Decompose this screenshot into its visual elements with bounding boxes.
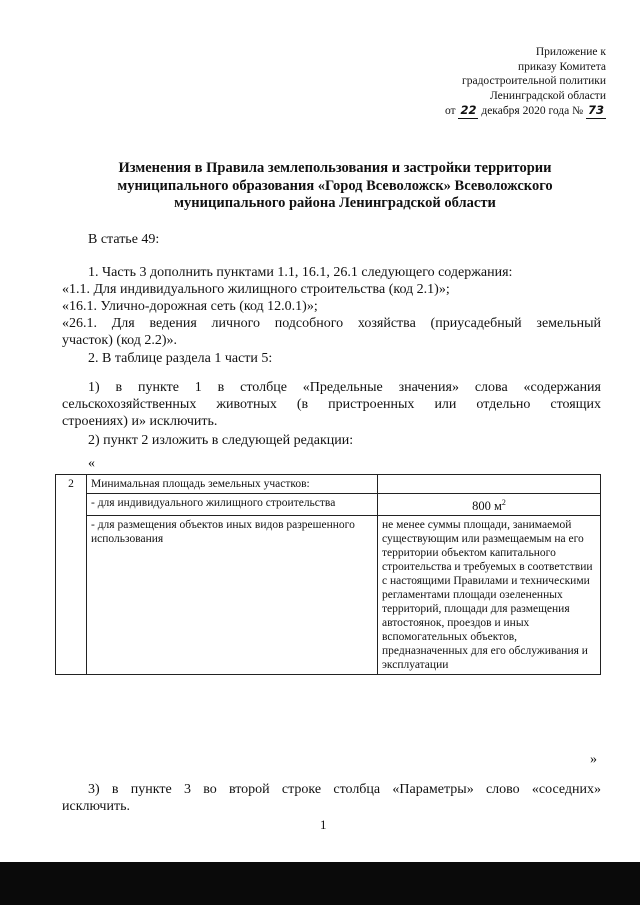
header-line: Ленинградской области (489, 89, 606, 102)
date-middle: декабря 2020 года № (481, 105, 584, 117)
item-2-2: 2) пункт 2 изложить в следующей редакции: (88, 433, 354, 448)
table-cell: - для индивидуального жилищного строительства (87, 494, 378, 516)
closing-quote: » (590, 752, 597, 767)
amendment-table (55, 474, 601, 675)
area-value: 800 м (472, 499, 502, 514)
item-2-1-line3: строениях) и» исключить. (62, 414, 218, 429)
item-1-2: «16.1. Улично-дорожная сеть (код 12.0.1)»; (62, 299, 318, 314)
row-number-cell: 2 (56, 475, 87, 675)
table-cell-value (378, 494, 601, 516)
table-cell: - для размещения объектов иных видов разрешенного использования (87, 516, 378, 675)
header-line: Приложение к (535, 46, 606, 58)
item-3-line1: 3) в пункте 3 во второй строке столбца «Параметры» слово «соседних» (88, 782, 601, 797)
approval-header (366, 45, 606, 119)
handwritten-day: 22 (460, 103, 477, 117)
item-1-3-line2: участок) (код 2.2)». (62, 333, 178, 348)
table-cell (378, 475, 601, 494)
item-3-line2: исключить. (62, 799, 130, 814)
header-line: градостроительной политики (462, 75, 606, 87)
scan-border (0, 862, 640, 905)
item-2: 2. В таблице раздела 1 части 5: (88, 351, 273, 366)
header-date-line (366, 103, 606, 119)
item-1-1: «1.1. Для индивидуального жилищного строительства (код 2.1)»; (62, 282, 450, 297)
title-line: муниципального района Ленинградской области (174, 195, 496, 211)
title-line: Изменения в Правила землепользования и застройки территории (118, 160, 552, 176)
table-cell: не менее суммы площади, занимаемой существующим или размещаемым на его территории объектом капитального строительства и требуемых в соответствии с настоящими Правилами и техническими регламентами площади озелененных территорий, площади для размещения автостоянок, проездов и иных вспомогательных объектов, предназначенных для его обслуживания и эксплуатации (378, 516, 601, 675)
article-heading: В статье 49: (88, 232, 160, 247)
table-row (56, 494, 601, 516)
opening-quote: « (88, 456, 95, 471)
item-1: 1. Часть 3 дополнить пунктами 1.1, 16.1, 26.1 следующего содержания: (88, 265, 513, 280)
date-prefix: от (444, 105, 456, 117)
page-number: 1 (320, 817, 327, 832)
area-unit-superscript: 2 (501, 498, 506, 507)
item-1-3-line1: «26.1. Для ведения личного подсобного хозяйства (приусадебный земельный (62, 316, 601, 331)
table-row (56, 475, 601, 494)
header-line: приказу Комитета (518, 60, 606, 73)
document-title (70, 160, 600, 213)
table-cell: Минимальная площадь земельных участков: (87, 475, 378, 494)
title-line: муниципального образования «Город Всеволожск» Всеволожского (117, 177, 553, 194)
table-row (56, 516, 601, 675)
item-2-1-line2: сельскохозяйственных животных (в пристроенных или отдельно стоящих (62, 397, 601, 412)
item-2-1-line1: 1) в пункте 1 в столбце «Предельные значения» слова «содержания (88, 380, 601, 395)
handwritten-number: 73 (587, 103, 604, 117)
